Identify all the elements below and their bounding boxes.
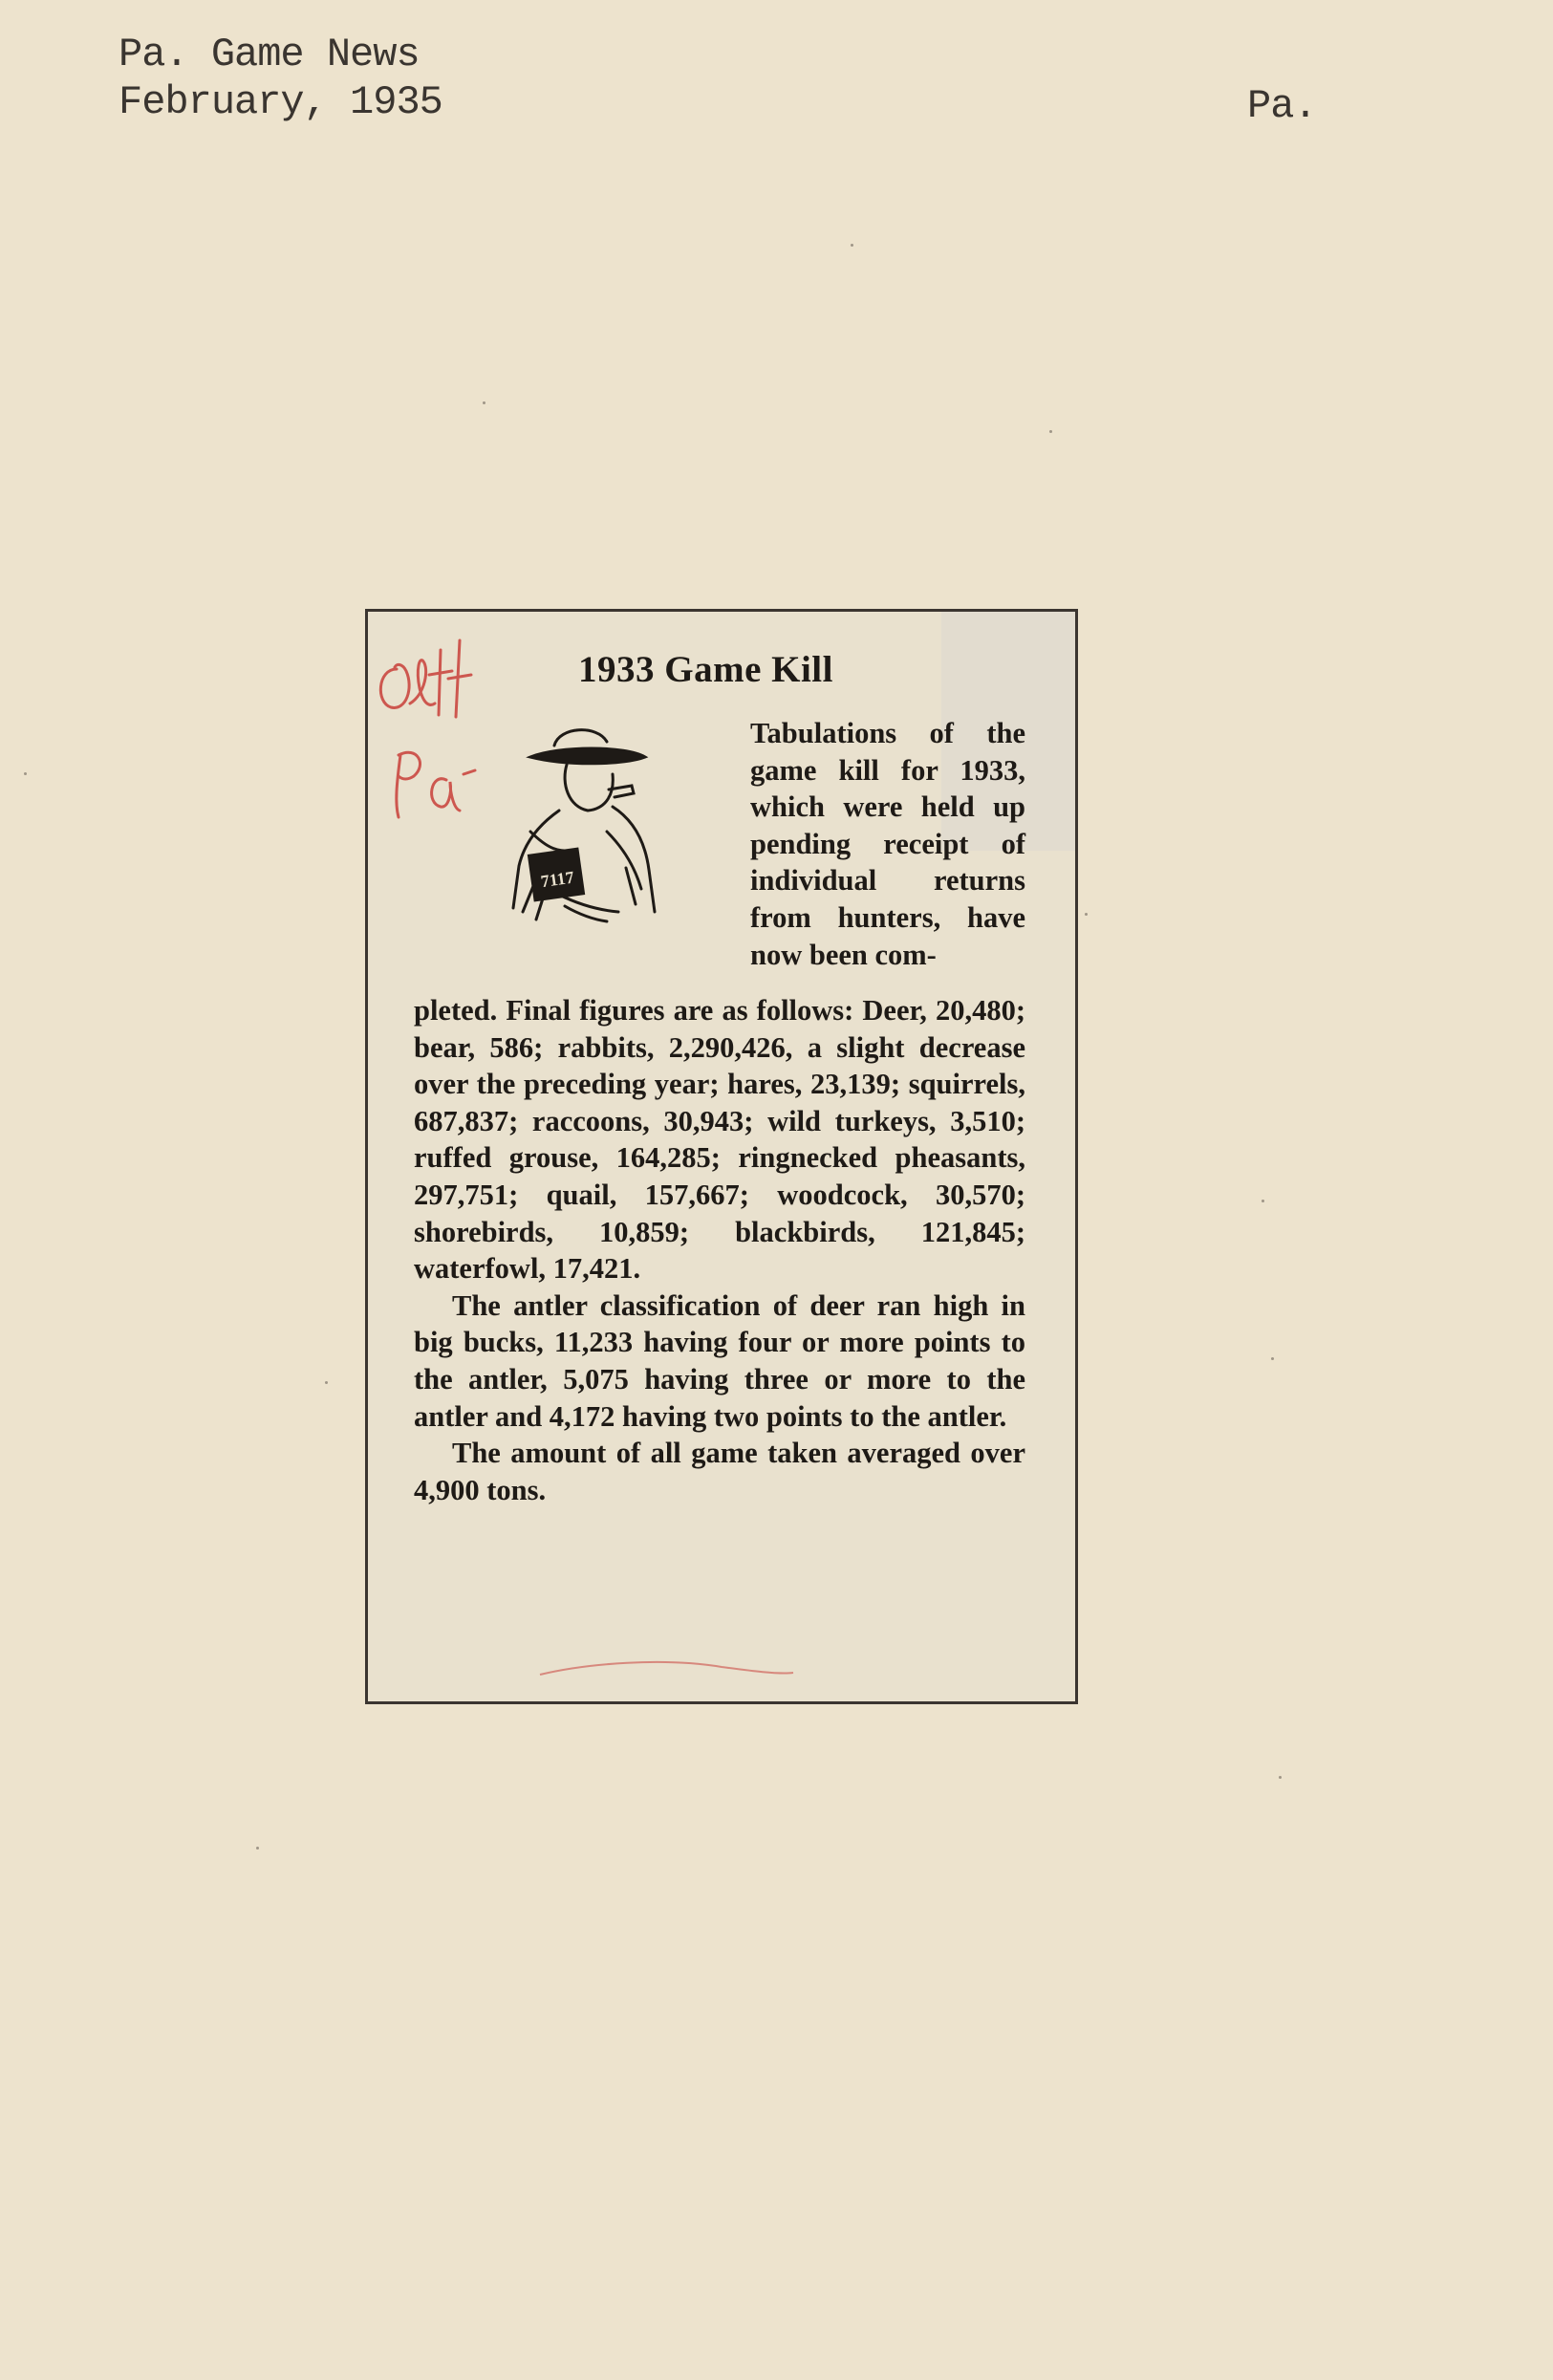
date-header: February, 1935: [119, 79, 442, 125]
paper-speck: [1262, 1200, 1264, 1202]
license-tag-number: 7117: [539, 867, 575, 892]
paper-speck: [1085, 913, 1088, 916]
paper-speck: [1049, 430, 1052, 433]
paper-speck: [851, 244, 853, 247]
red-ink-mark: [530, 1654, 798, 1682]
paper-speck: [1271, 1357, 1274, 1360]
paper-speck: [256, 1847, 259, 1850]
antler-paragraph: The antler classification of deer ran high in big bucks, 11,233 having four or more points to the antler, 5,075 having three or more to the antler and 4,172 having two points to the antler.: [414, 1288, 1025, 1433]
game-totals-paragraph: pleted. Final figures are as follows: Deer, 20,480; bear, 586; rabbits, 2,290,426, a slight decrease over the preceding year; hares, 23,139; squirrels, 687,837; raccoons, 30,943; wild turkeys, 3,510; ruffed grouse, 164,285; ringnecked pheasants, 297,751; quail, 157,667; woodcock, 30,570; shorebirds, 10,859; blackbirds, 121,845; waterfowl, 17,421.: [414, 994, 1025, 1286]
paper-speck: [325, 1381, 328, 1384]
tonnage-paragraph: The amount of all game taken averaged over 4,900 tons.: [414, 1437, 1025, 1506]
source-header: Pa. Game News: [119, 32, 420, 77]
hunter-with-license-tag-icon: [464, 707, 693, 937]
paper-speck: [24, 772, 27, 775]
intro-paragraph: Tabulations of the game kill for 1933, which were held up pending receipt of individual returns from hunters, have now been com-: [750, 717, 1025, 971]
article-intro: [750, 715, 1025, 973]
paper-speck: [483, 401, 485, 404]
paper-speck: [1279, 1776, 1282, 1779]
article-body: [414, 992, 1025, 1508]
newspaper-clipping: [365, 609, 1078, 1704]
article-title: 1933 Game Kill: [578, 649, 833, 690]
state-tag: Pa.: [1247, 83, 1317, 129]
